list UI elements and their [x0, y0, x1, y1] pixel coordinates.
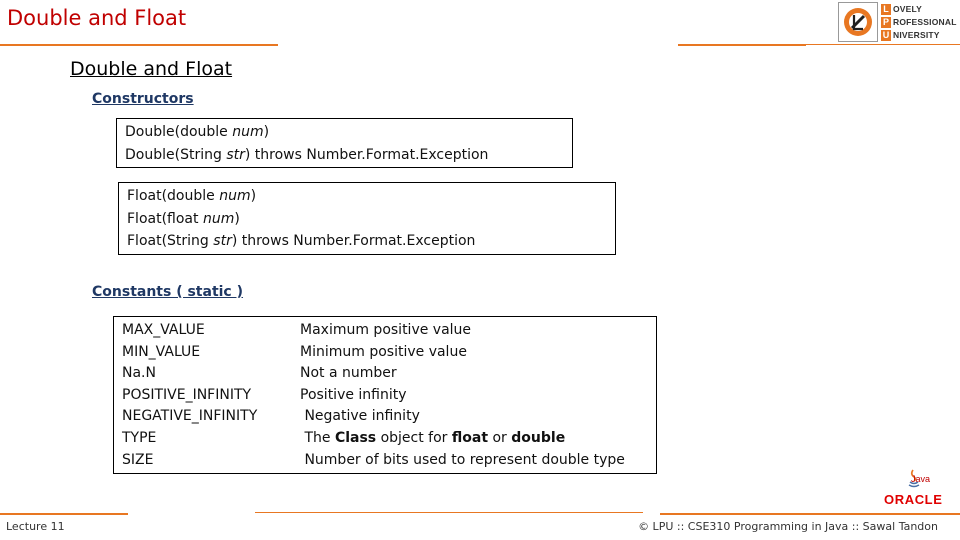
- java-text: Java: [911, 474, 931, 484]
- header-rule-left: [0, 44, 278, 46]
- constant-desc: Not a number: [300, 365, 397, 382]
- double-ctor-1: Double(double num): [125, 124, 270, 140]
- constant-names: [122, 320, 257, 471]
- constructors-label: Constructors: [92, 91, 194, 107]
- constant-desc: Negative infinity: [300, 408, 420, 425]
- double-ctor-2: Double(String str) throws Number.Format.Exception: [125, 146, 489, 163]
- logo-letter-p: P: [882, 16, 889, 27]
- footer-rule-left: [0, 513, 128, 515]
- logo-letter-u: U: [882, 29, 890, 40]
- constant-name: SIZE: [122, 451, 154, 468]
- constant-name: TYPE: [122, 429, 157, 446]
- constant-name: POSITIVE_INFINITY: [122, 386, 252, 403]
- constant-desc: Minimum positive value: [300, 343, 467, 360]
- constant-desc: Positive infinity: [300, 386, 407, 403]
- copyright-footer: © LPU :: CSE310 Programming in Java :: Sawal Tandon: [638, 520, 938, 533]
- float-ctor-2: Float(float num): [127, 210, 240, 227]
- float-ctor-1: Float(double num): [127, 188, 257, 204]
- constants-label: Constants ( static ): [92, 284, 244, 300]
- lpu-logo: [838, 2, 957, 42]
- logo-word-rofessional: ROFESSIONAL: [893, 17, 957, 27]
- header-rule-right: [678, 44, 806, 46]
- float-constructors-box: [118, 182, 616, 255]
- constant-name: MIN_VALUE: [122, 343, 201, 360]
- constant-descriptions: [300, 320, 625, 471]
- lecture-number: Lecture 11: [6, 520, 65, 533]
- float-ctor-3: Float(String str) throws Number.Format.Exception: [127, 233, 476, 249]
- double-constructors-box: [116, 118, 573, 168]
- header-rule-far: [806, 44, 960, 45]
- constant-desc: Maximum positive value: [300, 322, 472, 338]
- lpu-emblem-icon: [838, 2, 878, 42]
- footer-rule-mid: [255, 512, 643, 513]
- java-oracle-logo: [882, 466, 946, 510]
- constants-box: [113, 316, 657, 474]
- constant-desc-type: The Class object for float or double: [300, 429, 566, 446]
- logo-letter-l: L: [881, 4, 891, 15]
- slide-title: Double and Float: [7, 6, 187, 30]
- footer-rule-right: [660, 513, 960, 515]
- constant-name: MAX_VALUE: [122, 322, 205, 338]
- constant-desc: Number of bits used to represent double type: [300, 451, 625, 468]
- main-heading: Double and Float: [70, 58, 233, 80]
- oracle-text: ORACLE: [884, 492, 943, 507]
- constant-name: NEGATIVE_INFINITY: [122, 408, 258, 425]
- constant-name: Na.N: [122, 365, 156, 382]
- logo-word-niversity: NIVERSITY: [893, 30, 940, 40]
- logo-word-ovely: OVELY: [893, 4, 923, 14]
